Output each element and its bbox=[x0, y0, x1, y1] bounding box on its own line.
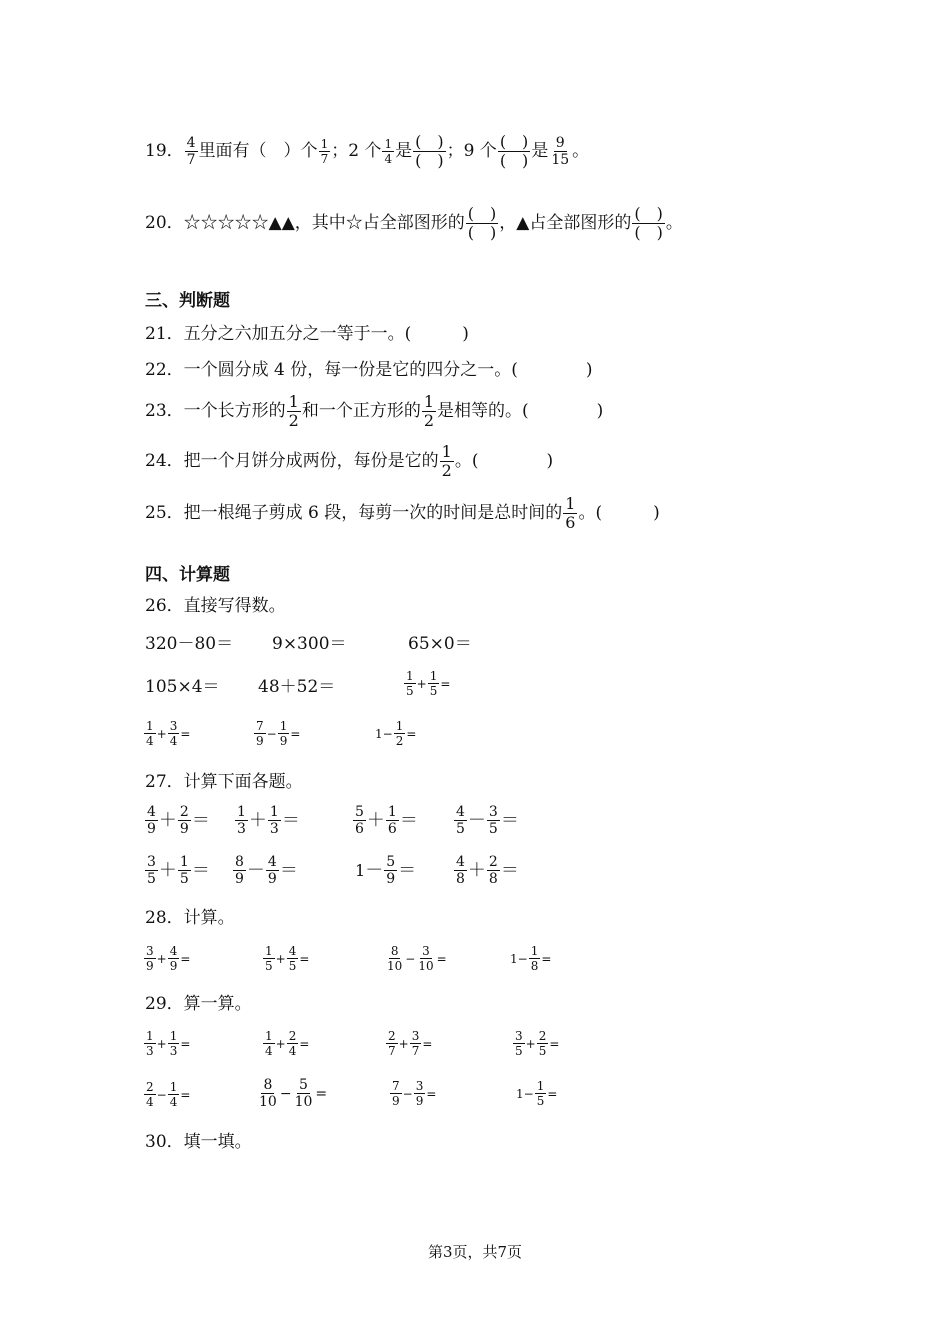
calc-item: 1 － $\frac{5}{9}$ ＝ bbox=[355, 854, 417, 887]
question-text[interactable]: 一个圆分成 4 份，每一份是它的四分之一。( ) bbox=[183, 360, 593, 380]
question-text[interactable]: 。( ) bbox=[578, 503, 660, 523]
calc-item: 320－80＝ bbox=[145, 634, 234, 654]
question-text[interactable]: 是相等的。( ) bbox=[437, 401, 604, 421]
blank-fraction[interactable]: $\frac{( )}{( )}$ bbox=[634, 204, 663, 242]
fraction: $\frac{1}{2}$ bbox=[441, 442, 452, 480]
question-number: 29． bbox=[145, 994, 184, 1014]
page-footer: 第3页，共7页 bbox=[427, 1243, 523, 1261]
question-number: 19． bbox=[145, 141, 184, 161]
calc-item: $\frac{7}{9}$ − $\frac{1}{9}$ = bbox=[256, 719, 301, 748]
calc-item: 48＋52＝ bbox=[258, 677, 336, 697]
section-title: 四、计算题 bbox=[145, 565, 230, 585]
calc-item: $\frac{4}{8}$ ＋ $\frac{2}{8}$ ＝ bbox=[456, 854, 519, 887]
fraction: $\frac{1}{2}$ bbox=[423, 392, 435, 430]
question-text: 填一填。 bbox=[183, 1132, 252, 1152]
question-23 bbox=[145, 394, 603, 429]
calc-item: $\frac{3}{5}$ ＋ $\frac{1}{5}$ ＝ bbox=[147, 854, 210, 887]
question-text: 和一个正方形的 bbox=[301, 401, 421, 421]
question-text: 算一算。 bbox=[183, 994, 252, 1014]
question-21 bbox=[145, 326, 469, 343]
question-22 bbox=[145, 362, 593, 379]
question-19 bbox=[145, 134, 589, 169]
calc-item: $\frac{8}{10}$ − $\frac{5}{10}$ = bbox=[259, 1077, 328, 1110]
question-text: 是 bbox=[531, 141, 549, 161]
calc-item: $\frac{8}{10}$ − $\frac{3}{10}$ = bbox=[387, 944, 447, 973]
question-25 bbox=[145, 496, 660, 531]
section-title: 三、判断题 bbox=[145, 291, 230, 311]
question-number: 26． bbox=[145, 596, 184, 616]
question-text[interactable]: 。( ) bbox=[454, 451, 554, 471]
calc-item: 65×0＝ bbox=[408, 634, 472, 654]
question-number: 24． bbox=[145, 451, 184, 471]
question-text: ；2 个 bbox=[331, 141, 382, 161]
question-number: 23． bbox=[145, 401, 184, 421]
question-text: 。 bbox=[572, 141, 590, 161]
question-text[interactable]: 五分之六加五分之一等于一。( ) bbox=[183, 324, 469, 344]
fraction: $\frac{1}{2}$ bbox=[288, 392, 299, 430]
calc-item: $\frac{1}{3}$ + $\frac{1}{3}$ = bbox=[146, 1029, 191, 1058]
calc-item: $\frac{5}{6}$ ＋ $\frac{1}{6}$ ＝ bbox=[355, 804, 418, 837]
calc-item: $\frac{2}{4}$ − $\frac{1}{4}$ = bbox=[146, 1080, 191, 1109]
calc-item: $\frac{4}{9}$ ＋ $\frac{2}{9}$ ＝ bbox=[147, 804, 210, 837]
question-number: 28． bbox=[145, 908, 184, 928]
fraction: $\frac{4}{7}$ bbox=[186, 135, 196, 168]
calc-item: $\frac{1}{5}$ + $\frac{1}{5}$ = bbox=[406, 669, 451, 698]
question-number: 20． bbox=[145, 213, 184, 233]
fraction: $\frac{9}{15}$ bbox=[551, 135, 570, 168]
calc-item: $\frac{3}{5}$ + $\frac{2}{5}$ = bbox=[515, 1029, 560, 1058]
question-text: ；9 个 bbox=[446, 141, 497, 161]
question-text: 里面有（ ）个 bbox=[198, 141, 318, 161]
fraction: $\frac{1}{4}$ bbox=[384, 137, 393, 166]
fraction: $\frac{1}{7}$ bbox=[320, 137, 329, 166]
blank-fraction[interactable]: $\frac{( )}{( )}$ bbox=[415, 132, 444, 170]
question-28-title bbox=[145, 910, 235, 927]
calc-item: 1 − $\frac{1}{5}$ = bbox=[516, 1079, 558, 1108]
fraction: $\frac{1}{6}$ bbox=[565, 494, 576, 532]
question-29-title bbox=[145, 996, 252, 1013]
question-number: 30． bbox=[145, 1132, 184, 1152]
calc-item: $\frac{4}{5}$ － $\frac{3}{5}$ ＝ bbox=[456, 804, 519, 837]
blank-fraction[interactable]: $\frac{( )}{( )}$ bbox=[499, 132, 529, 170]
question-text: 把一个月饼分成两份，每份是它的 bbox=[183, 451, 439, 471]
question-text: 计算。 bbox=[183, 908, 235, 928]
calc-item: $\frac{7}{9}$ − $\frac{3}{9}$ = bbox=[392, 1079, 437, 1108]
question-number: 27． bbox=[145, 772, 184, 792]
question-text: ☆☆☆☆☆▲▲，其中☆占全部图形的 bbox=[183, 213, 465, 233]
question-text: ，▲占全部图形的 bbox=[499, 213, 632, 233]
question-27-title bbox=[145, 774, 303, 791]
question-26-title bbox=[145, 598, 286, 615]
calc-item: 105×4＝ bbox=[145, 677, 220, 697]
question-text: 一个长方形的 bbox=[183, 401, 286, 421]
question-text: 计算下面各题。 bbox=[183, 772, 303, 792]
calc-item: $\frac{8}{9}$ － $\frac{4}{9}$ ＝ bbox=[235, 854, 298, 887]
question-20 bbox=[145, 206, 683, 241]
calc-item: $\frac{1}{4}$ + $\frac{2}{4}$ = bbox=[265, 1029, 310, 1058]
calc-item: $\frac{1}{3}$ ＋ $\frac{1}{3}$ ＝ bbox=[237, 804, 300, 837]
question-number: 22． bbox=[145, 360, 184, 380]
calc-item: $\frac{2}{7}$ + $\frac{3}{7}$ = bbox=[388, 1029, 433, 1058]
calc-item: 1 − $\frac{1}{2}$ = bbox=[375, 719, 417, 748]
calc-item: 1 − $\frac{1}{8}$ = bbox=[510, 944, 552, 973]
question-24 bbox=[145, 444, 553, 479]
calc-item: $\frac{1}{4}$ + $\frac{3}{4}$ = bbox=[146, 719, 191, 748]
question-30-title bbox=[145, 1134, 252, 1151]
calc-item: 9×300＝ bbox=[272, 634, 347, 654]
question-number: 21． bbox=[145, 324, 184, 344]
calc-item: $\frac{3}{9}$ + $\frac{4}{9}$ = bbox=[146, 944, 191, 973]
question-text: 把一根绳子剪成 6 段，每剪一次的时间是总时间的 bbox=[183, 503, 563, 523]
blank-fraction[interactable]: $\frac{( )}{( )}$ bbox=[467, 204, 497, 242]
calc-item: $\frac{1}{5}$ + $\frac{4}{5}$ = bbox=[265, 944, 310, 973]
question-text: 。 bbox=[665, 213, 683, 233]
question-text: 是 bbox=[395, 141, 413, 161]
question-text: 直接写得数。 bbox=[183, 596, 286, 616]
question-number: 25． bbox=[145, 503, 184, 523]
